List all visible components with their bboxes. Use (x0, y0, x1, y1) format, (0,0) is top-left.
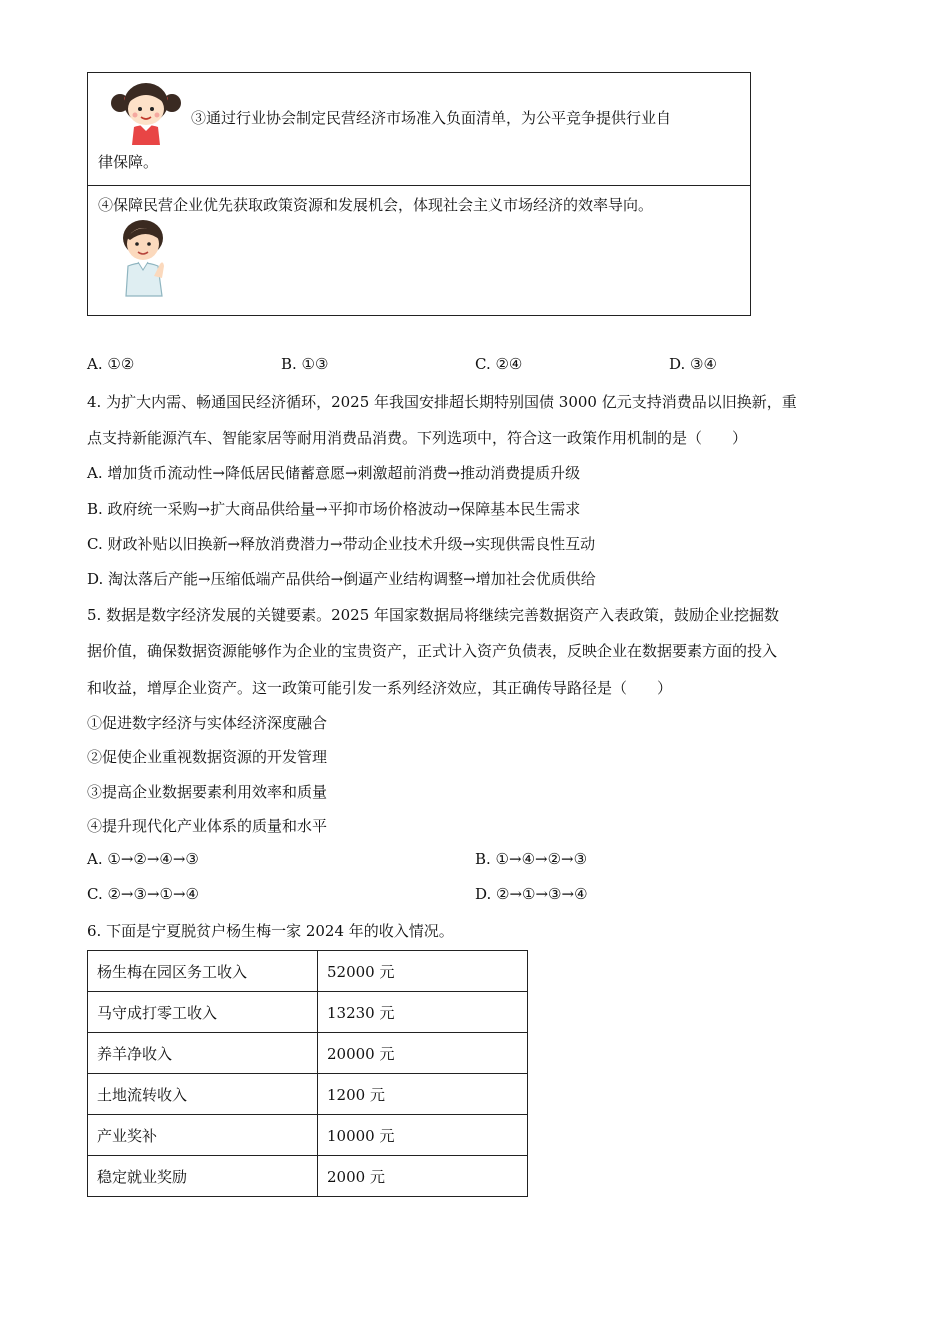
q5-stem-line1: 5. 数据是数字经济发展的关键要素。2025 年国家数据局将继续完善数据资产入表政策，鼓励企业挖掘数 (87, 606, 780, 624)
income-amount: 10000 元 (318, 1115, 528, 1156)
q5-option-d[interactable]: D. ②→①→③→④ (475, 885, 588, 903)
q5-item-1: ①促进数字经济与实体经济深度融合 (87, 714, 328, 732)
q4-option-a[interactable]: A. 增加货币流动性→降低居民储蓄意愿→刺激超前消费→推动消费提质升级 (87, 464, 581, 482)
boy-cartoon-icon (118, 218, 168, 296)
income-amount: 20000 元 (318, 1033, 528, 1074)
income-amount: 2000 元 (318, 1156, 528, 1197)
income-item: 土地流转收入 (88, 1074, 318, 1115)
table-row (88, 951, 528, 992)
income-item: 养羊净收入 (88, 1033, 318, 1074)
q3-option-d[interactable]: D. ③④ (669, 355, 717, 373)
girl-cartoon-icon (110, 79, 182, 145)
q6-stem: 6. 下面是宁夏脱贫户杨生梅一家 2024 年的收入情况。 (87, 922, 454, 940)
income-table (87, 950, 528, 1197)
income-item: 产业奖补 (88, 1115, 318, 1156)
q5-item-3: ③提高企业数据要素利用效率和质量 (87, 783, 328, 801)
q5-stem-line2: 据价值，确保数据资源能够作为企业的宝贵资产，正式计入资产负债表，反映企业在数据要素方面的投入 (87, 642, 778, 660)
q5-item-4: ④提升现代化产业体系的质量和水平 (87, 817, 328, 835)
statement-box-4 (87, 185, 751, 316)
q4-stem-line1: 4. 为扩大内需、畅通国民经济循环，2025 年我国安排超长期特别国债 3000 亿元支持消费品以旧换新，重 (87, 393, 797, 411)
q5-option-a[interactable]: A. ①→②→④→③ (87, 850, 199, 868)
table-row (88, 1033, 528, 1074)
q3-option-a[interactable]: A. ①② (87, 355, 135, 373)
income-item: 稳定就业奖励 (88, 1156, 318, 1197)
table-row (88, 1074, 528, 1115)
q5-option-c[interactable]: C. ②→③→①→④ (87, 885, 199, 903)
income-amount: 1200 元 (318, 1074, 528, 1115)
income-item: 马守成打零工收入 (88, 992, 318, 1033)
q5-stem-line3: 和收益，增厚企业资产。这一政策可能引发一系列经济效应，其正确传导路径是（ ） (87, 679, 673, 697)
q5-option-b[interactable]: B. ①→④→②→③ (475, 850, 588, 868)
statement-box-3 (87, 72, 751, 186)
q3-option-c[interactable]: C. ②④ (475, 355, 523, 373)
q4-option-b[interactable]: B. 政府统一采购→扩大商品供给量→平抑市场价格波动→保障基本民生需求 (87, 500, 581, 518)
income-amount: 13230 元 (318, 992, 528, 1033)
q3-option-b[interactable]: B. ①③ (281, 355, 329, 373)
statement-3-line2: 律保障。 (98, 153, 159, 171)
statement-4-text: ④保障民营企业优先获取政策资源和发展机会，体现社会主义市场经济的效率导向。 (98, 196, 654, 214)
q4-option-c[interactable]: C. 财政补贴以旧换新→释放消费潜力→带动企业技术升级→实现供需良性互动 (87, 535, 596, 553)
q4-option-d[interactable]: D. 淘汰落后产能→压缩低端产品供给→倒逼产业结构调整→增加社会优质供给 (87, 570, 596, 588)
q5-item-2: ②促使企业重视数据资源的开发管理 (87, 748, 328, 766)
statement-3-line1: ③通过行业协会制定民营经济市场准入负面清单，为公平竞争提供行业自 (191, 109, 672, 127)
table-row (88, 992, 528, 1033)
q4-stem-line2: 点支持新能源汽车、智能家居等耐用消费品消费。下列选项中，符合这一政策作用机制的是（ ） (87, 429, 748, 447)
income-amount: 52000 元 (318, 951, 528, 992)
table-row (88, 1115, 528, 1156)
table-row (88, 1156, 528, 1197)
income-item: 杨生梅在园区务工收入 (88, 951, 318, 992)
